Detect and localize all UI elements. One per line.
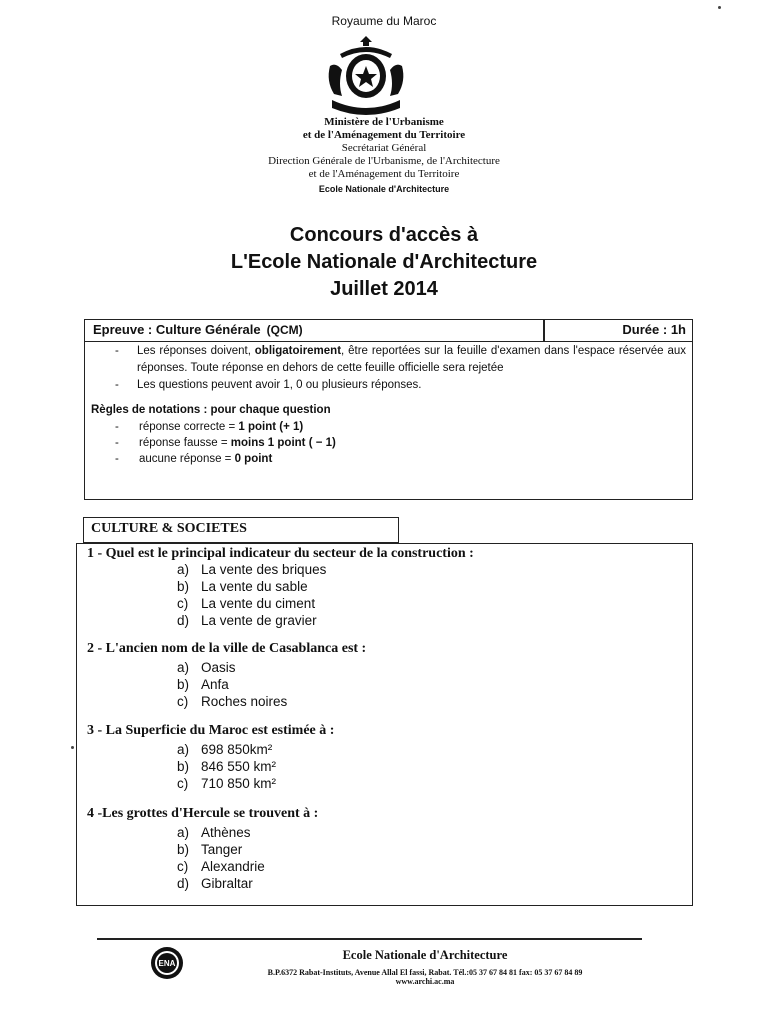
ministry-line: Secrétariat Général [341, 142, 427, 154]
rule-item: - Les questions peuvent avoir 1, 0 ou plusieurs réponses. [115, 379, 422, 391]
epreuve-label: Epreuve : Culture Générale (QCM) [93, 322, 303, 337]
question-1: 1 - Quel est le principal indicateur du secteur de la construction : [87, 546, 474, 561]
coat-of-arms-emblem [320, 36, 412, 116]
option-3b: b) 846 550 km² [177, 759, 277, 774]
ministry-line: et de l'Aménagement du Territoire [308, 168, 460, 180]
question-2: 2 - L'ancien nom de la ville de Casablanca est : [87, 641, 367, 656]
kingdom-label: Royaume du Maroc [331, 14, 437, 28]
logo-text: ENA [158, 959, 176, 968]
section-title: CULTURE & SOCIETES [83, 517, 399, 543]
questions-box [76, 543, 693, 906]
header-divider [543, 320, 545, 341]
footer-divider [97, 938, 642, 940]
title-line: Juillet 2014 [330, 278, 438, 300]
option-2b: b) Anfa [177, 677, 229, 692]
question-4: 4 -Les grottes d'Hercule se trouvent à : [87, 806, 319, 821]
scan-dot [71, 746, 74, 749]
notation-item: - réponse correcte = 1 point (+ 1) [115, 421, 304, 433]
ministry-block [0, 116, 768, 196]
instructions-body [85, 342, 692, 467]
option-1d: d) La vente de gravier [177, 613, 317, 628]
ministry-line: Direction Générale de l'Urbanisme, de l'Architecture [268, 155, 500, 167]
scan-dot [718, 6, 721, 9]
school-name: Ecole Nationale d'Architecture [318, 184, 450, 194]
question-3: 3 - La Superficie du Maroc est estimée à : [87, 723, 335, 738]
option-4a: a) Athènes [177, 825, 251, 840]
option-1a: a) La vente des briques [177, 562, 327, 577]
rule-item: - Les réponses doivent, obligatoirement, être reportées sur la feuille d'examen dans l'espace réservée aux réponses. Toute réponse en dehors de cette feuille officielle sera rejetée [115, 345, 686, 374]
footer-website[interactable]: www.archi.ac.ma [395, 977, 455, 986]
notation-title: Règles de notations : pour chaque question [91, 404, 331, 416]
option-1c: c) La vente du ciment [177, 596, 316, 611]
title-line: L'Ecole Nationale d'Architecture [230, 251, 538, 273]
ministry-line: et de l'Aménagement du Territoire [302, 129, 466, 141]
duration-label: Durée : 1h [622, 322, 686, 337]
footer-school-name: Ecole Nationale d'Architecture [342, 948, 508, 962]
school-logo-icon [150, 946, 184, 980]
footer [210, 948, 640, 986]
exam-title [0, 222, 768, 303]
notation-item: - réponse fausse = moins 1 point ( − 1) [115, 437, 336, 449]
option-4b: b) Tanger [177, 842, 243, 857]
option-3a: a) 698 850km² [177, 742, 273, 757]
ministry-line: Ministère de l'Urbanisme [324, 116, 444, 128]
qcm-label: (QCM) [266, 323, 303, 337]
instructions-header [85, 320, 692, 342]
footer-address: B.P.6372 Rabat-Instituts, Avenue Allal El fassi, Rabat. Tél.:05 37 67 84 81 fax: 05 37 67 84 89 [267, 968, 583, 977]
option-1b: b) La vente du sable [177, 579, 308, 594]
option-2c: c) Roches noires [177, 694, 288, 709]
instructions-box [84, 319, 693, 500]
notation-item: - aucune réponse = 0 point [115, 453, 273, 465]
option-4c: c) Alexandrie [177, 859, 265, 874]
title-line: Concours d'accès à [289, 224, 479, 246]
option-3c: c) 710 850 km² [177, 776, 277, 791]
option-4d: d) Gibraltar [177, 876, 253, 891]
option-2a: a) Oasis [177, 660, 236, 675]
